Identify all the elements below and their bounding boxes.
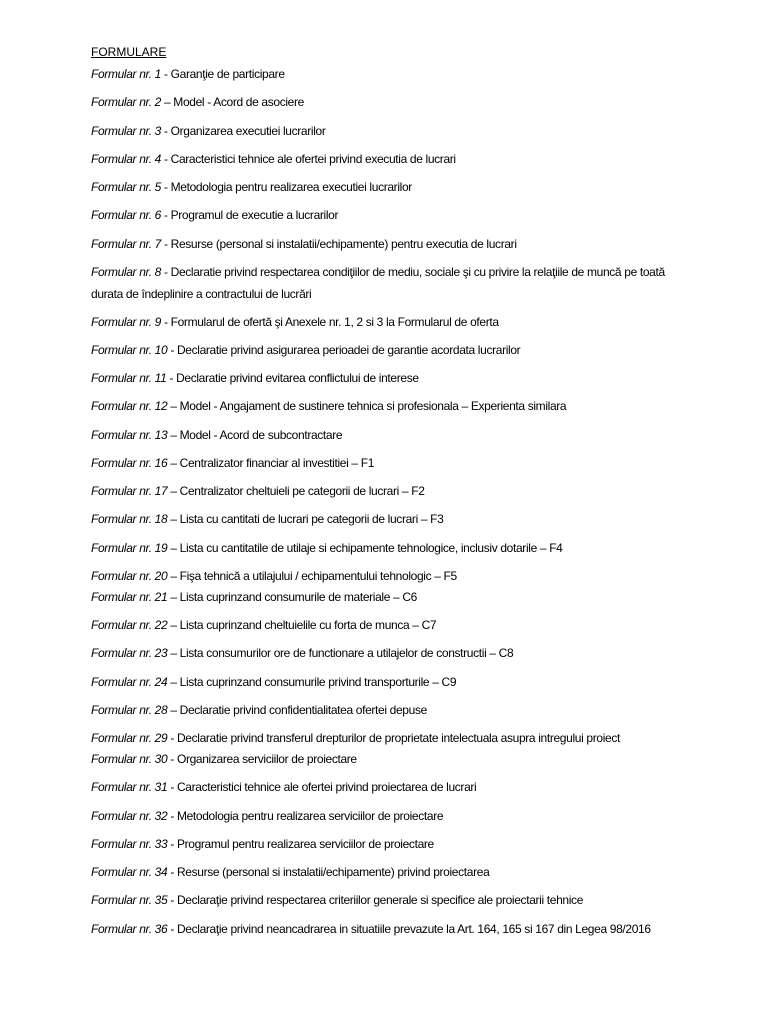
form-item-label: Formular nr. 13 [91,428,168,442]
form-item-text: - Formularul de ofertă şi Anexele nr. 1, 2 si 3 la Formularul de oferta [161,315,499,329]
form-item-label: Formular nr. 7 [91,237,162,251]
form-item-20 [91,568,457,584]
form-item-label: Formular nr. 21 [91,590,168,604]
form-item-label: Formular nr. 24 [91,675,168,689]
form-item-text: - Programul de executie a lucrarilor [161,208,339,222]
form-item-label: Formular nr. 35 [91,893,168,907]
form-item-label: Formular nr. 22 [91,618,168,632]
form-item-text: – Lista cu cantitatile de utilaje si echipamente tehnologice, inclusiv dotarile – F4 [167,541,563,555]
form-item-label: Formular nr. 5 [91,180,162,194]
form-item-text: – Model - Acord de subcontractare [167,428,343,442]
form-item-3 [91,123,326,139]
form-item-label: Formular nr. 36 [91,922,168,936]
form-item-17 [91,483,425,499]
form-item-text: – Lista cu cantitati de lucrari pe categorii de lucrari – F3 [167,512,444,526]
form-item-text: - Declaraţie privind neancadrarea in situatiile prevazute la Art. 164, 165 si 167 din Legea 98/2016 [167,922,651,936]
form-item-label: Formular nr. 8 [91,265,162,279]
form-item-label: Formular nr. 33 [91,837,168,851]
form-item-label: Formular nr. 10 [91,343,168,357]
document-title: FORMULARE [91,45,167,59]
form-item-36 [91,921,651,937]
form-item-text: - Organizarea executiei lucrarilor [161,124,326,138]
form-item-label: Formular nr. 20 [91,569,168,583]
form-item-text: - Resurse (personal si instalatii/echipamente) pentru executia de lucrari [161,237,517,251]
form-item-18 [91,511,443,527]
form-item-text: - Caracteristici tehnice ale ofertei privind proiectarea de lucrari [167,780,477,794]
form-item-text: – Lista cuprinzand cheltuielile cu forta de munca – C7 [167,618,437,632]
form-item-label: Formular nr. 2 [91,95,162,109]
form-item-text: – Model - Acord de asociere [161,95,304,109]
form-item-text: - Declaraţie privind respectarea criteriilor generale si specifice ale proiectarii tehnice [167,893,584,907]
form-item-label: Formular nr. 32 [91,809,168,823]
form-item-29 [91,730,620,746]
form-item-label: Formular nr. 6 [91,208,162,222]
form-item-text: – Lista cuprinzand consumurile de materiale – C6 [167,590,418,604]
form-item-7 [91,236,517,252]
form-item-label: Formular nr. 12 [91,399,168,413]
form-item-34 [91,864,489,880]
form-item-text: - Garanţie de participare [161,67,285,81]
form-item-6 [91,207,338,223]
form-item-text: - Metodologia pentru realizarea executiei lucrarilor [161,180,412,194]
form-item-32 [91,808,443,824]
form-item-12 [91,398,566,414]
form-item-text: – Lista consumurilor ore de functionare a utilajelor de constructii – C8 [167,646,514,660]
form-item-label: Formular nr. 29 [91,731,168,745]
form-item-label: Formular nr. 17 [91,484,168,498]
form-item-label: Formular nr. 23 [91,646,168,660]
form-item-4 [91,151,456,167]
form-item-19 [91,540,563,556]
form-item-label: Formular nr. 4 [91,152,162,166]
form-item-text: - Programul pentru realizarea serviciilor de proiectare [167,837,434,851]
form-item-9 [91,314,499,330]
form-item-23 [91,645,513,661]
form-item-10 [91,342,520,358]
form-item-21 [91,589,417,605]
form-item-label: Formular nr. 11 [91,371,167,385]
form-item-label: Formular nr. 19 [91,541,168,555]
form-item-2 [91,94,304,110]
form-item-label: Formular nr. 18 [91,512,168,526]
form-item-label: Formular nr. 28 [91,703,168,717]
form-item-33 [91,836,434,852]
form-item-13 [91,427,342,443]
form-item-28 [91,702,427,718]
form-item-31 [91,779,476,795]
form-item-16 [91,455,374,471]
form-item-text: - Caracteristici tehnice ale ofertei privind executia de lucrari [161,152,456,166]
form-item-label: Formular nr. 9 [91,315,162,329]
form-item-text: - Declaratie privind evitarea conflictului de interese [166,371,419,385]
form-item-text: – Centralizator financiar al investitiei – F1 [167,456,375,470]
form-item-1 [91,66,285,82]
form-item-text: – Fişa tehnică a utilajului / echipamentului tehnologic – F5 [167,569,457,583]
form-item-text: - Organizarea serviciilor de proiectare [167,752,357,766]
form-item-label: Formular nr. 34 [91,865,168,879]
form-item-text: – Declaratie privind confidentialitatea ofertei depuse [167,703,427,717]
form-item-label: Formular nr. 31 [91,780,168,794]
form-item-label: Formular nr. 1 [91,67,162,81]
form-item-label: Formular nr. 30 [91,752,168,766]
form-item-label: Formular nr. 3 [91,124,162,138]
form-item-text: – Centralizator cheltuieli pe categorii de lucrari – F2 [167,484,425,498]
form-item-8 [91,261,691,305]
form-item-text: – Lista cuprinzand consumurile privind transporturile – C9 [167,675,457,689]
form-item-30 [91,751,357,767]
form-item-text: - Declaratie privind asigurarea perioadei de garantie acordata lucrarilor [167,343,521,357]
form-item-24 [91,674,456,690]
form-item-text: - Resurse (personal si instalatii/echipamente) privind proiectarea [167,865,490,879]
form-item-5 [91,179,412,195]
form-item-text: - Metodologia pentru realizarea serviciilor de proiectare [167,809,444,823]
form-item-text: – Model - Angajament de sustinere tehnica si profesionala – Experienta similara [167,399,567,413]
form-item-22 [91,617,436,633]
form-item-label: Formular nr. 16 [91,456,168,470]
form-item-35 [91,892,583,908]
form-item-text: - Declaratie privind transferul drepturilor de proprietate intelectuala asupra intregului proiect [167,731,620,745]
form-item-text: - Declaratie privind respectarea condiţiilor de mediu, sociale şi cu privire la relaţiile de muncă pe toată durata de îndeplinire a contractului de lucrări [91,265,665,301]
form-item-11 [91,370,419,386]
